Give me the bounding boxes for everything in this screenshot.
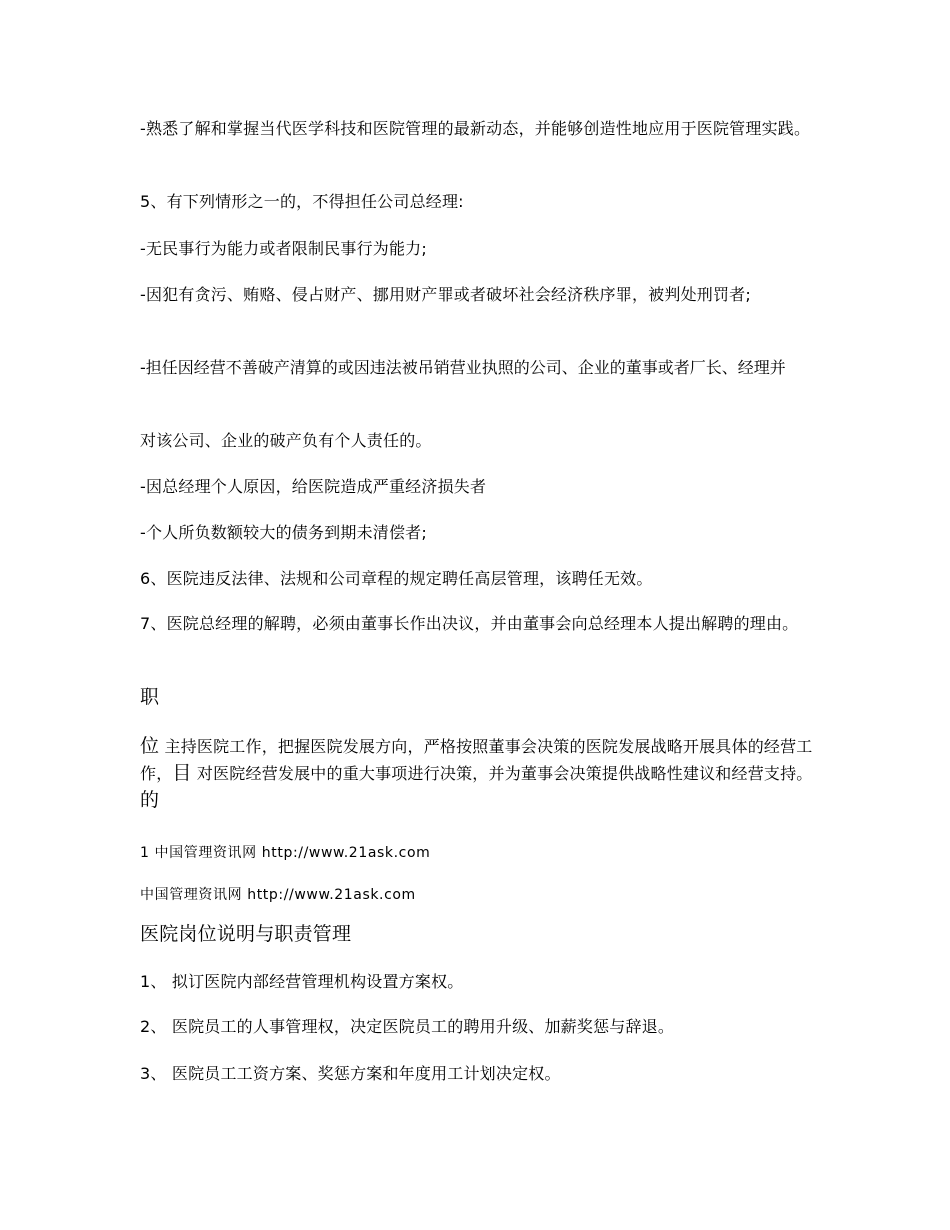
paragraph-debt: -个人所负数额较大的债务到期未清偿者; <box>140 523 427 542</box>
paragraph-bankruptcy: -担任因经营不善破产清算的或因违法被吊销营业执照的公司、企业的董事或者厂长、经理并 <box>140 358 786 377</box>
position-label-zhi: 职 <box>140 686 160 708</box>
authority-item-1: 1、 拟订医院内部经营管理机构设置方案权。 <box>140 972 464 991</box>
page-footer-numbered: 1 中国管理资讯网 http://www.21ask.com <box>140 845 431 861</box>
position-label-de: 的 <box>140 789 160 811</box>
paragraph-competence: -熟悉了解和掌握当代医学科技和医院管理的最新动态，并能够创造性地应用于医院管理实践。 <box>140 119 811 138</box>
position-purpose-text-1: 主持医院工作，把握医院发展方向，严格按照董事会决策的医院发展战略开展具体的经营工作， <box>140 737 813 783</box>
paragraph-capacity: -无民事行为能力或者限制民事行为能力; <box>140 239 427 258</box>
paragraph-criminal: -因犯有贪污、贿赂、侵占财产、挪用财产罪或者破坏社会经济秩序罪，被判处刑罚者; <box>140 285 751 304</box>
position-label-wei: 位 <box>140 735 160 757</box>
paragraph-dismissal: 7、医院总经理的解聘，必须由董事长作出决议，并由董事会向总经理本人提出解聘的理由。 <box>140 614 799 633</box>
paragraph-invalid-appointment: 6、医院违反法律、法规和公司章程的规定聘任高层管理，该聘任无效。 <box>140 569 653 588</box>
position-purpose-text-2: 对医院经营发展中的重大事项进行决策，并为董事会决策提供战略性建议和经营支持。 <box>191 764 813 783</box>
paragraph-disqualification-intro: 5、有下列情形之一的，不得担任公司总经理: <box>140 192 464 211</box>
authority-item-2: 2、 医院员工的人事管理权，决定医院员工的聘用升级、加薪奖惩与辞退。 <box>140 1017 675 1036</box>
section-title: 医院岗位说明与职责管理 <box>140 923 352 945</box>
page-header-source: 中国管理资讯网 http://www.21ask.com <box>140 887 416 903</box>
position-label-mu: 目 <box>172 762 192 784</box>
authority-item-3: 3、 医院员工工资方案、奖惩方案和年度用工计划决定权。 <box>140 1064 561 1083</box>
position-purpose-block <box>140 733 820 814</box>
paragraph-economic-loss: -因总经理个人原因，给医院造成严重经济损失者 <box>140 477 487 496</box>
paragraph-bankruptcy-responsibility: 对该公司、企业的破产负有个人责任的。 <box>140 431 432 450</box>
